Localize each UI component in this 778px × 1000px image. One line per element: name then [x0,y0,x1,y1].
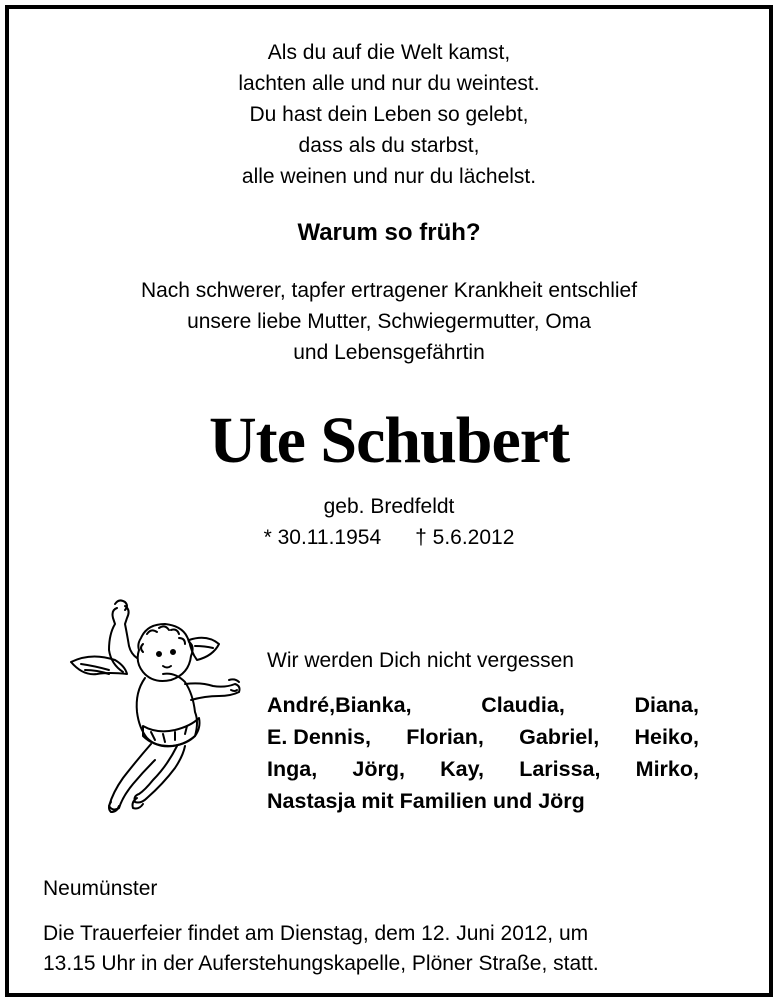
family-signatures [267,689,699,817]
poem-line: alle weinen und nur du lächelst. [241,165,537,188]
family-name: Kay, [440,757,484,781]
family-name: Claudia, [481,693,565,717]
family-line [267,689,699,721]
family-name: Gabriel, [519,725,600,749]
family-name: Florian, [406,725,484,749]
family-name: Jörg, [352,757,405,781]
poem [9,37,769,192]
death-date: † 5.6.2012 [415,526,515,549]
funeral-service-info [43,919,743,979]
intro-line: und Lebensgefährtin [293,341,485,364]
life-dates [264,522,515,553]
service-line: Die Trauerfeier findet am Dienstag, dem 12. Juni 2012, um [43,922,589,945]
family-line [267,721,699,753]
deceased-name: Ute Schubert [208,404,570,477]
family-name: Diana, [634,693,699,717]
service-line: 13.15 Uhr in der Auferstehungskapelle, Plöner Straße, statt. [43,952,599,975]
maiden-name: geb. Bredfeldt [323,495,455,518]
family-name: André,Bianka, [267,693,412,717]
family-name: Heiko, [634,725,699,749]
poem-line: dass als du starbst, [298,134,480,157]
birth-date: * 30.11.1954 [263,526,382,549]
question-heading: Warum so früh? [297,219,481,246]
family-line [267,753,699,785]
family-name: Larissa, [519,757,601,781]
intro-line: Nach schwerer, tapfer ertragener Krankheit entschlief [140,279,638,302]
poem-line: Als du auf die Welt kamst, [267,41,511,64]
family-name: E. Dennis, [267,725,371,749]
family-line [267,785,699,817]
farewell-text: Wir werden Dich nicht vergessen [267,649,574,672]
intro-text [9,275,769,368]
birth-info [9,491,769,553]
intro-line: unsere liebe Mutter, Schwiegermutter, Oma [187,310,591,333]
place-name: Neumünster [43,877,158,900]
obituary-notice [5,5,773,997]
poem-line: lachten alle und nur du weintest. [238,72,540,95]
family-name: Inga, [267,757,318,781]
family-name: Nastasja mit Familien und Jörg [267,789,585,813]
poem-line: Du hast dein Leben so gelebt, [249,103,529,126]
cherub-angel-icon [59,594,249,819]
family-name: Mirko, [635,757,699,781]
